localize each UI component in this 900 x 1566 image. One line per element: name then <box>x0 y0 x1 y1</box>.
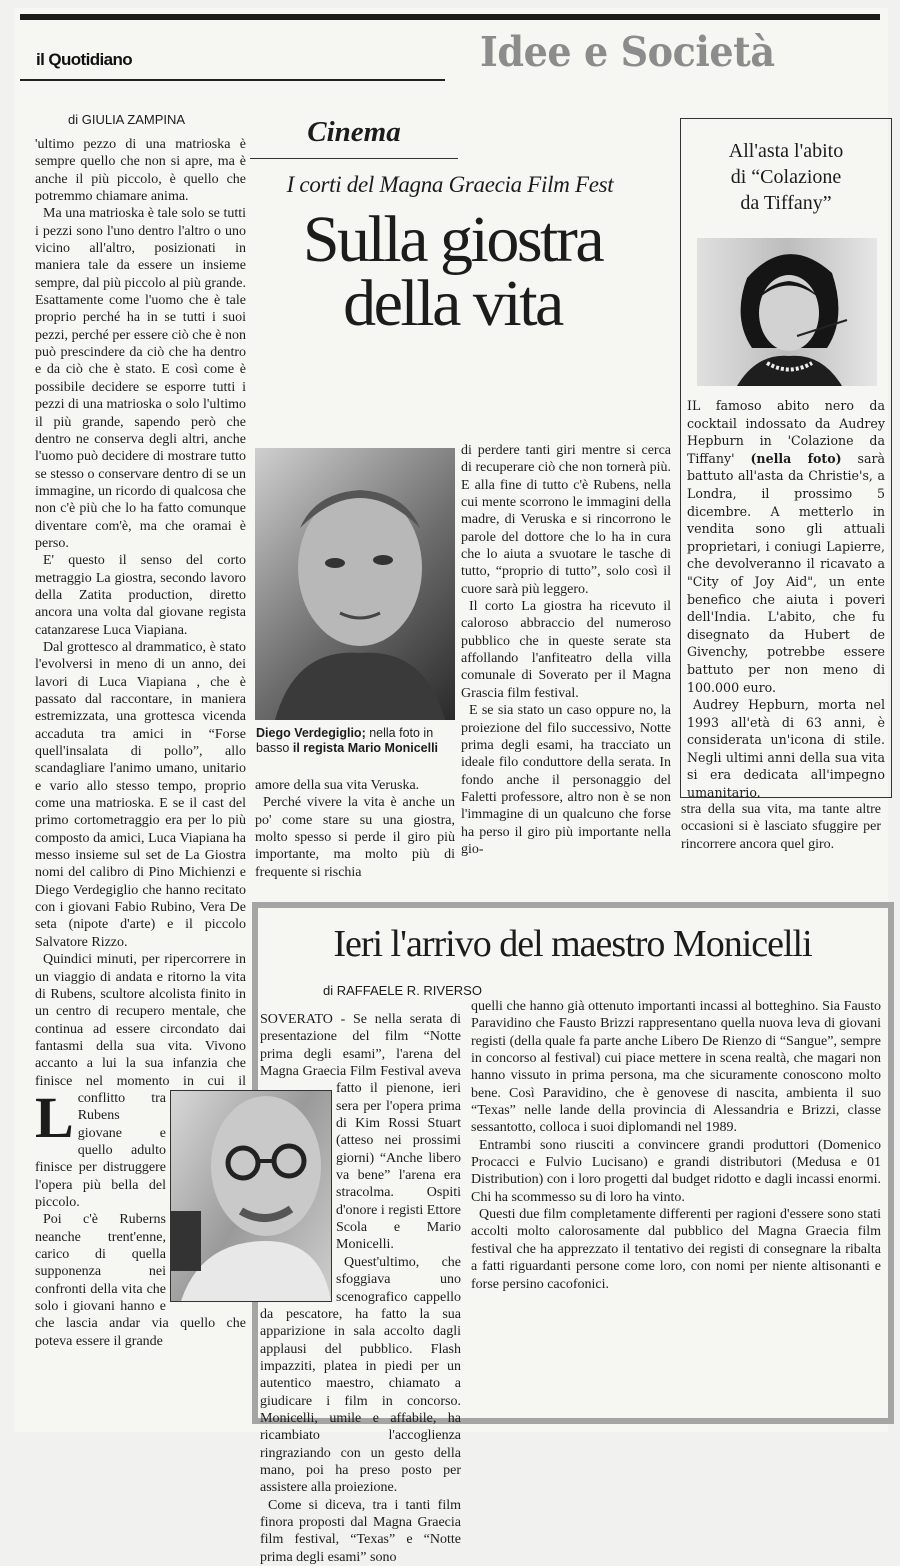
sidebar-title <box>685 138 887 216</box>
text-bold: (nella foto) <box>750 450 842 466</box>
text: IL famoso abito nero da cocktail indossato da Audrey Hepburn in 'Colazione da Tiffany' <box>687 398 885 466</box>
section-title: Idee e Società <box>480 28 775 76</box>
paragraph: Quindici minuti, per ripercorrere in un viaggio di andata e ritorno la vita di Rubens, scultore alcolista finito in un centro di recupero mentale, che continua ad essere circondato dai fantasmi della sua vita. Vivono accanto a lui la sua infanzia che finisce nel momento in cui il conflitto tra Rubens giovane e quello adulto finisce per distruggere l'opera più bella del piccolo. <box>35 952 246 1210</box>
portrait-image <box>697 238 877 386</box>
photo-mario-monicelli <box>170 1090 332 1302</box>
photo-audrey-hepburn <box>697 238 877 386</box>
article-column-2 <box>255 777 455 881</box>
paragraph <box>687 397 885 696</box>
byline: di GIULIA ZAMPINA <box>68 112 186 127</box>
subtitle: I corti del Magna Graecia Film Fest <box>286 172 614 197</box>
byline: di RAFFAELE R. RIVERSO <box>323 983 482 998</box>
portrait-image <box>171 1091 331 1301</box>
headline <box>250 203 655 340</box>
paragraph: di perdere tanti giri mentre si cerca di recuperare ciò che non tornerà più. E alla fine di tutto c'è Rubens, nella cui mente scorrono le immagini della madre, di Veruska e si rincorrono le parole del dottore che lo ha in cura che lo aiuta a svuotare le tasche di tutto, “proprio di tutto”, solo così il cuore sarà più leggero. <box>461 443 671 597</box>
drop-cap: L <box>35 1085 74 1150</box>
kicker: Cinema <box>307 116 401 148</box>
title-line: di “Colazione <box>730 166 842 188</box>
sidebar-text <box>687 397 885 802</box>
paragraph: SOVERATO - Se nella serata di presentazione del film “Notte prima degli esami”, l'arena del Magna Graecia Film Festival aveva fatto il pienone, ieri sera per l'opera prima di Kim Rossi Stuart (atteso nei prossimi giorni) “Anche libero va bene” l'arena era stracolma. Ospiti d'onore i registi Ettore Scola e Mario Monicelli. <box>260 1012 461 1253</box>
caption-name: Diego Verdegiglio; <box>256 726 366 740</box>
logo-rule <box>20 79 445 81</box>
article-column-3 <box>461 442 671 858</box>
paragraph: Come si diceva, tra i tanti film finora proposti dal Magna Graecia film festival, “Texas” e “Notte prima degli esami” sono <box>260 1497 461 1565</box>
article-column-4 <box>681 801 881 853</box>
paragraph: E se sia stato un caso oppure no, la proiezione del filo successivo, Notte prima degli esami, ha tracciato un ideale filo conduttore della serata. In fondo anche il personaggio del Faletti professore, altro non è se non l'immagine di un qualcuno che forse ha perso il giro più importante nella gio- <box>461 703 671 857</box>
title-line: da Tiffany” <box>740 192 832 214</box>
paragraph: quelli che hanno già ottenuto importanti incassi al botteghino. Sia Fausto Paravidino che Fausto Brizzi rappresentano quella nuova leva di giovani registi (della quale fa parte anche Libero De Rienzo di “Sangue”, sempre in concorso al festival) cui piace mettere in scena realtà, che magari non hanno vissuto in prima persona, ma che sicuramente conoscono molto bene. Così Paravidino, che è genovese di nascita, ambienta il suo “Texas” nelle lande della provincia di Alessandria e Brizzi, classe sessantotto, colloca i suoi diplomandi nel 1989. <box>471 999 881 1136</box>
paragraph: Poi c'è Ruberns neanche trent'enne, carico di quella supponenza nei confronti della vita che solo i giovani hanno e che lascia andar via quello che poteva essere il grande <box>35 1212 246 1349</box>
caption-text: nella foto in basso <box>256 726 434 755</box>
paragraph: stra della sua vita, ma tante altre occasioni si è lasciato sfuggire per rincorrere ancora quel giro. <box>681 802 881 852</box>
caption-name: il regista Mario Monicelli <box>292 740 439 755</box>
headline-line: della vita <box>343 267 562 340</box>
newspaper-logo: il Quotidiano <box>36 50 133 69</box>
paragraph: Il corto La giostra ha ricevuto il caloroso abbraccio del numeroso pubblico che in queste serate sta affollando l'anfiteatro della villa comunale di Soverato per il Magna Grascia film festival. <box>461 599 671 701</box>
paragraph: 'ultimo pezzo di una matrioska è sempre quello che non si apre, ma è anche il più piccolo, è quello che potremmo chiamare anima. <box>35 137 246 205</box>
photo-caption <box>256 726 456 755</box>
portrait-image <box>255 448 455 720</box>
text: sarà battuto all'asta da Christie's, a Londra, il prossimo 5 dicembre. A metterlo in vendita sono gli attuali proprietari, i coniugi Lapierre, che devolveranno il ricavato a "City of Joy Aid", un ente benefico che aiuta i poveri dell'India. L'abito, che fu disegnato da Hubert de Givenchy, potrebbe essere battuto per non meno di 100.000 euro. <box>687 450 885 695</box>
paragraph: Audrey Hepburn, morta nel 1993 all'età di 63 anni, è considerata un'icona di stile. Negli ultimi anni della sua vita si era dedicata all'impegno umanitario. <box>687 697 885 801</box>
top-rule <box>20 14 880 20</box>
bottom-column-2 <box>471 998 881 1293</box>
paragraph: Entrambi sono riusciti a convincere grandi produttori (Domenico Procacci e Fulvio Lucisano) e grandi distributori (Medusa e 01 Distribution) con i loro progetti dal budget ridotto e dagli incassi enormi. Chi ha scommesso su di loro ha vinto. <box>471 1137 881 1205</box>
kicker-rule <box>250 158 458 159</box>
title-line: All'asta l'abito <box>728 140 844 162</box>
photo-diego-verdegiglio <box>255 448 455 720</box>
paragraph: Questi due film completamente differenti per ragioni d'essere sono stati accolti molto calorosamente dal pubblico del Magna Graecia film festival che ha apprezzato il tentativo dei registi di consegnare la ribalta a fatti riguardanti persone come loro, con nomi per niente altisonanti e forse persino cacofonici. <box>471 1207 881 1292</box>
paragraph: Quest'ultimo, che sfoggiava uno scenografico cappello da pescatore, ha fatto la sua apparizione in sala accolto dagli applausi del pubblico. Flash impazziti, platea in piedi per un autentico maestro, chiamato a giudicare i film in concorso. Monicelli, umile e affabile, ha ricambiato l'accoglienza ringraziando con un gesto della mano, poi ha preso posto per assistere alla proiezione. <box>260 1254 461 1496</box>
bottom-headline: Ieri l'arrivo del maestro Monicelli <box>333 923 812 965</box>
paragraph: E' questo il senso del corto metraggio La giostra, secondo lavoro della Zatita production, diretto ancora una volta dal giovane regista catanzarese Luca Viapiana. <box>35 553 246 638</box>
paragraph: amore della sua vita Veruska. <box>255 778 420 793</box>
headline-line: Sulla giostra <box>302 203 603 276</box>
paragraph: Dal grottesco al drammatico, è stato l'evolversi in meno di un anno, dei lavori di Luca Viapiana , che è passato dal raccontare, in maniera estremizzata, una grottesca vicenda accaduta tra amici in “Forse quell'insalata di pollo”, allo scandagliare l'animo umano, unitario e vario allo stesso tempo, proprio come una matrioska. E se il cast del primo cortometraggio era per lo più composto da amici, Luca Viapiana ha messo insieme sul set de La Giostra nomi del calibro di Pino Michienzi e Diego Verdegiglio che hanno recitato con i giovani Fabio Rubino, Vera De seta (nipote d'arte) e il piccolo Salvatore Rizzo. <box>35 639 246 950</box>
paragraph: Perché vivere la vita è anche un po' come stare su una giostra, molto spesso si perde il giro più importante, ma molto più di frequente si rischia <box>255 795 455 880</box>
paragraph: Ma una matrioska è tale solo se tutti i pezzi sono l'uno dentro l'altro o uno vicino all'altro, posizionati in maniera tale da essere un insieme sempre, dal più piccolo al più grande. Esattamente come l'uomo che è tale proprio perché ha in se tutti i suoi pezzi, perché per essere ciò che è non può prescindere da ciò che ha dentro e da ciò che è stato. E così come è possibile decidere se esporre tutti i pezzi di una matrioska o solo l'ultimo il più grande, sapendo però che dentro ne conserva degli altri, anche l'uomo può decidere di mostrare tutto se stesso o conservare dentro di se un immagine, un ricordo di qualcosa che non c'è più che lo ha fatto comunque diventare com'è, ma che oramai è perso. <box>35 206 246 551</box>
